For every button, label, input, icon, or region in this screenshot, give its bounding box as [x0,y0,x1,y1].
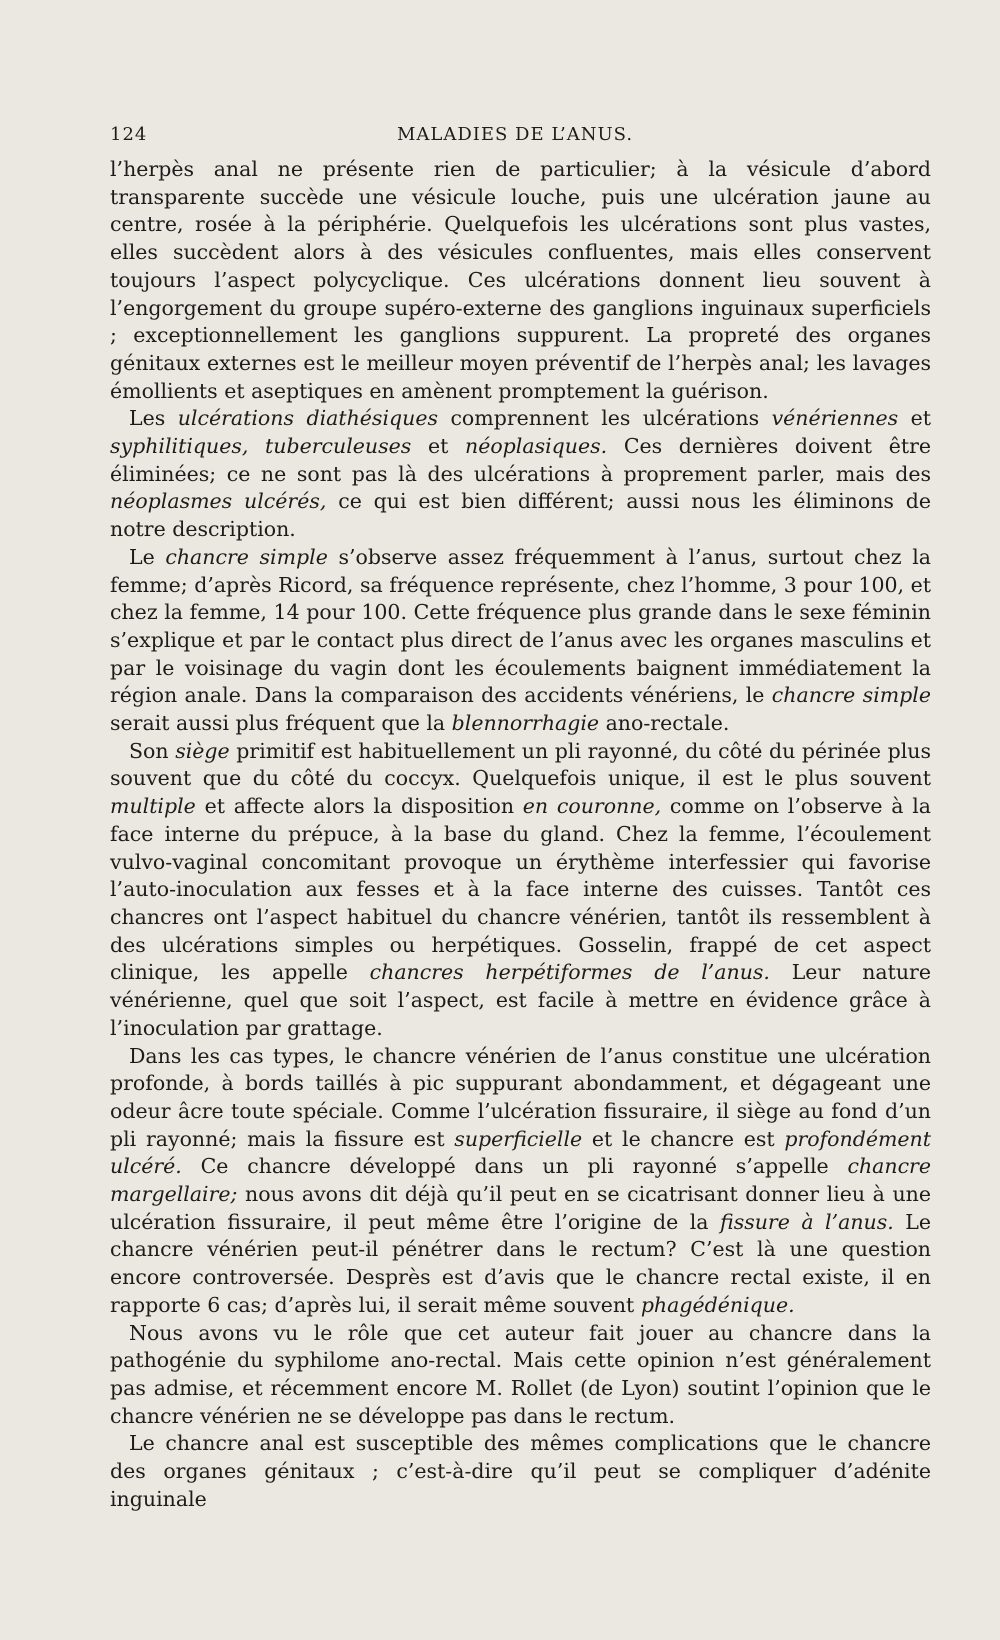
italic-run: chancre simple [165,544,328,569]
paragraph [110,156,931,405]
text-run: primitif est habituellement un pli rayonné, du côté du périnée plus souvent que du côté du coccyx. Quelquefois unique, il est le plus souvent [110,738,931,791]
text-run: Nous avons vu le rôle que cet auteur fait jouer au chancre dans la pathogénie du syphilome ano-rectal. Mais cette opinion n’est généralement pas admise, et récemment encore M. Rollet (de Lyon) soutint l’opinion que le chancre vénérien ne se développe pas dans le rectum. [110,1320,931,1428]
text-run: ano-rectale. [599,711,730,736]
italic-run: profondément ulcéré. [110,1126,931,1179]
text-run: Leur nature vénérienne, quel que soit l’aspect, est facile à mettre en évidence grâce à l’inoculation par grattage. [110,960,931,1040]
italic-run: néoplasmes ulcérés, [110,489,327,514]
body-text [110,156,931,1513]
paragraph [110,544,931,738]
paragraph [110,1320,931,1431]
italic-run: siège [175,738,230,763]
text-run: l’herpès anal ne présente rien de particulier; à la vésicule d’abord transparente succède une vésicule louche, puis une ulcération jaune au centre, rosée à la périphérie. Quelquefois les ulcérations sont plus vastes, elles succèdent alors à des vésicules confluentes, mais elles conservent toujours l’aspect polycyclique. Ces ulcérations donnent lieu souvent à l’engorgement du groupe supéro-externe des ganglions inguinaux superficiels ; exceptionnellement les ganglions suppurent. La propreté des organes génitaux externes est le meilleur moyen préventif de l’herpès anal; les lavages émollients et aseptiques en amènent promptement la guérison. [110,157,931,403]
running-title: MALADIES DE L’ANUS. [396,124,634,145]
italic-run: chancre margellaire; [110,1154,931,1207]
paragraph [110,1430,931,1513]
text-run: et [898,406,931,431]
text-run: Le [129,544,166,569]
text-run: ce qui est bien différent; aussi nous les éliminons de notre description. [110,489,932,542]
text-run: et affecte alors la disposition [195,794,523,819]
italic-run: chancre simple [771,683,931,708]
text-run: Les [129,406,178,431]
text-run: et le chancre est [582,1126,785,1151]
page-number: 124 [110,124,148,145]
text-run: serait aussi plus fréquent que la [110,711,452,736]
text-run: et [411,434,465,459]
italic-run: en couronne, [522,794,662,819]
italic-run: blennorrhagie [451,711,600,736]
italic-run: néoplasiques. [465,434,608,459]
text-run: Dans les cas types, le chancre vénérien de l’anus constitue une ulcération profonde, à bords taillés à pic suppurant abondamment, et dégageant une odeur âcre toute spéciale. Comme l’ulcération fissuraire, il siège au fond d’un pli rayonné; mais la fissure est [110,1043,931,1151]
text-run: Son [129,738,176,763]
paragraph [110,405,931,544]
italic-run: syphilitiques, tuberculeuses [110,434,412,459]
italic-run: superficielle [454,1126,583,1151]
text-run: comprennent les ulcérations [437,406,772,431]
italic-run: ulcérations diathésiques [177,406,438,431]
text-run: s’observe assez fréquemment à l’anus, surtout chez la femme; d’après Ricord, sa fréquence représente, chez l’homme, 3 pour 100, et chez la femme, 14 pour 100. Cette fréquence plus grande dans le sexe féminin s’explique et par le contact plus direct de l’anus avec les organes masculins et par le voisinage du vagin dont les écoulements baignent immédiatement la région anale. Dans la comparaison des accidents vénériens, le [110,544,931,708]
text-run: Ces dernières doivent être éliminées; ce ne sont pas là des ulcérations à proprement parler, mais des [110,434,932,486]
paragraph [110,738,931,1043]
italic-run: vénériennes [771,406,899,431]
text-run: nous avons dit déjà qu’il peut en se cicatrisant donner lieu à une ulcération fissuraire, il peut même être l’origine de la [110,1182,931,1234]
paragraph [110,1043,931,1320]
italic-run: chancres herpétiformes de l’anus. [369,960,770,985]
text-run: comme on l’observe à la face interne du prépuce, à la base du gland. Chez la femme, l’écoulement vulvo-vaginal concomitant provoque un érythème interfessier qui favorise l’auto-inoculation aux fesses et à la face interne des cuisses. Tantôt ces chancres ont l’aspect habituel du chancre vénérien, tantôt ils ressemblent à des ulcérations simples ou herpétiques. Gosselin, frappé de cet aspect clinique, les appelle [110,794,931,985]
text-run: Le chancre anal est susceptible des mêmes complications que le chancre des organes génitaux ; c’est-à-dire qu’il peut se compliquer d’adénite inguinale [110,1431,931,1511]
italic-run: multiple [110,794,196,819]
text-run: Ce chancre développé dans un pli rayonné s’appelle [181,1154,848,1179]
italic-run: fissure à l’anus. [720,1209,894,1234]
text-run: Le chancre vénérien peut-il pénétrer dans le rectum? C’est là une question encore controversée. Desprès est d’avis que le chancre rectal existe, il en rapporte 6 cas; d’après lui, il serait même souvent [110,1209,931,1317]
italic-run: phagédénique. [640,1292,795,1317]
